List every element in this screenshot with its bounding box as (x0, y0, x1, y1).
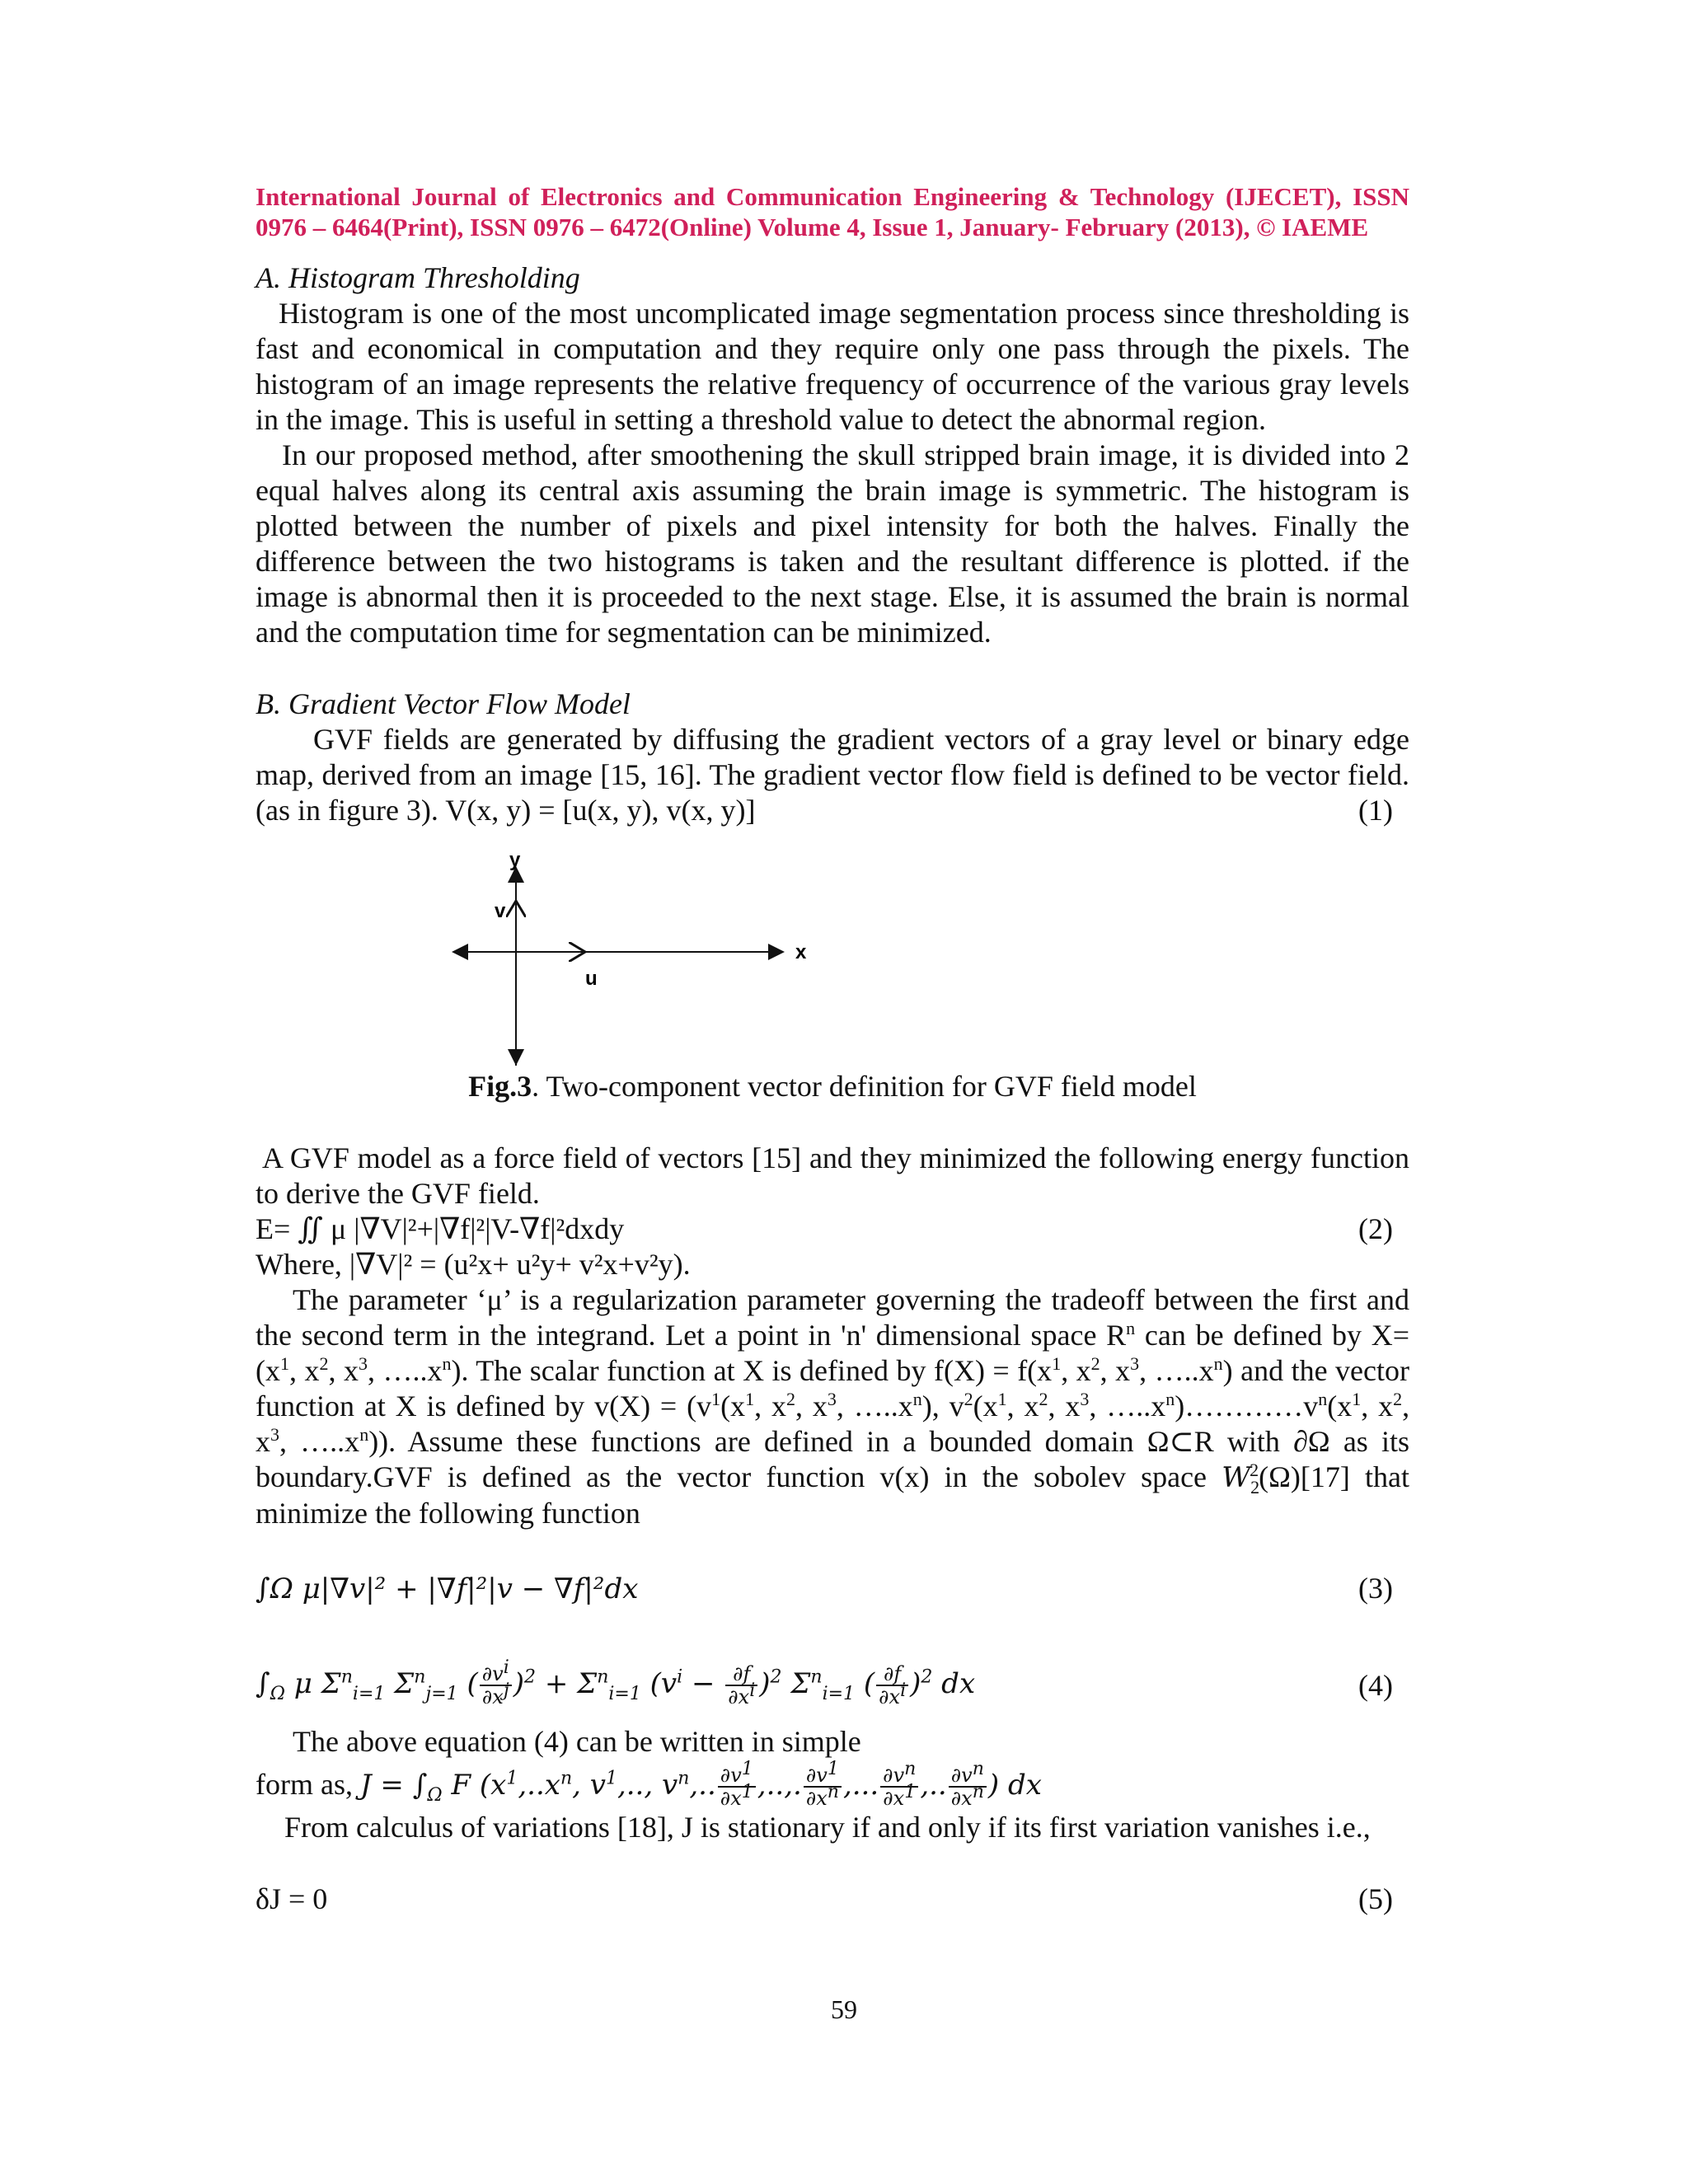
equation-2-body: E= ∬ μ |∇V|²+|∇f|²|V-∇f|²dxdy (256, 1212, 625, 1245)
figure-3 (256, 843, 1409, 1066)
journal-header-line2: 0976 – 6464(Print), ISSN 0976 – 6472(Online) Volume 4, Issue 1, January- February (2013), © IAEME (256, 213, 1369, 241)
simple-form-line: The above equation (4) can be written in simple (293, 1725, 861, 1758)
where-line: Where, |∇V|² = (u²x+ u²y+ v²x+v²y). (256, 1248, 691, 1281)
equation-3 (256, 1571, 1409, 1607)
section-b-heading: B. Gradient Vector Flow Model (256, 687, 631, 720)
label-x: x (795, 941, 807, 963)
equation-2-number: (2) (1358, 1212, 1393, 1245)
equation-3-body: ∫Ω μ|∇v|² + |∇f|²|v − ∇f|²dx (256, 1572, 639, 1605)
equation-5-body: δJ = 0 (256, 1882, 328, 1915)
page-number: 59 (831, 1994, 857, 2024)
journal-header-line1: International Journal of Electronics and Communication Engineering & Technology (IJECET), ISSN (256, 182, 1409, 211)
equation-4-number: (4) (1358, 1669, 1393, 1702)
calculus-variations-paragraph: From calculus of variations [18], J is stationary if and only if its first variation vanishes i.e., (284, 1811, 1371, 1844)
label-y: y (509, 849, 521, 871)
regularization-paragraph: The parameter ‘μ’ is a regularization parameter governing the tradeoff between the first and the second term in the integrand. Let a point in 'n' dimensional space $R^n$ can be defined by $X=(x^1$, $x^2$, $x^3$, $\dots..x^n$). The scalar function at X is defined by $f(X) = f(x^1$, $x^2$, $x^3$, $\dots..x^n$) and the vector function at X is defined by $v(X) = (v^1(x^1$, $x^2$, $x^3$, $\dots..x^n$), $v^2(x^1$, $x^2$, $x^3$, $\dots..x^n)\dots\dots\dots\dots v^n(x^1$, $x^2$, $x^3$, $\dots..x^n$)). Assume these functions are defined in a bounded domain Ω⊂R with ∂Ω as its boundary.GVF is defined as the vector function v(x) in the sobolev space $W_2^2(\Omega)[17]$ that minimize the following function (256, 1283, 1410, 1530)
functional-j-line: form as, $J = \int_\Omega$ F ($x^1,..x^n$, $v^1$,.., $v^n$,.. $\frac{\partial v^1}{\partial x^1}$ ,..,. $\frac{\partial v^1}{\partial x^n}$ ,... $\frac{\partial v^n}{\partial x^1}$ ,.. $\frac{\partial v^n}{\partial x^n}$ ) dx (256, 1759, 1042, 1810)
section-a-paragraph-2: In our proposed method, after smoothening the skull stripped brain image, it is divided into 2 equal halves along its central axis assuming the brain image is symmetric. The histogram is plotted between the number of pixels and pixel intensity for both the halves. Finally the difference between the two histograms is taken and the resultant difference is plotted. if the image is abnormal then it is proceeded to the next stage. Else, it is assumed the brain is normal and the computation time for segmentation can be minimized. (256, 438, 1409, 649)
equation-4 (256, 1640, 1409, 1731)
equation-4-body: $\int_\Omega$ μ $\Sigma^n_{i=1}$ $\Sigma^n_{j=1}$ ( $\frac{\partial v^i}{\partial x^j}$ )$^2 + \Sigma^n_{i=1}$ ($v^i$ − $\frac{\partial f}{\partial x^i}$ )$^2$ $\Sigma^n_{i=1}$ ( $\frac{\partial f}{\partial x^i}$ )$^2$ dx (256, 1657, 976, 1708)
figure-caption-text: . Two-component vector definition for GVF field model (532, 1070, 1197, 1103)
equation-1-number: (1) (1358, 794, 1393, 827)
equation-3-number: (3) (1358, 1572, 1393, 1605)
section-a-heading: A. Histogram Thresholding (256, 261, 580, 294)
gvf-intro-paragraph: A GVF model as a force field of vectors [15] and they minimized the following energy function to derive the GVF field. (256, 1141, 1409, 1210)
figure-caption-label: Fig.3 (468, 1070, 532, 1103)
label-v: v (495, 900, 506, 922)
page-content (256, 181, 1409, 1917)
journal-header (256, 181, 1409, 242)
equation-2 (256, 1212, 1409, 1247)
vector-axes-diagram (256, 843, 1409, 1066)
equation-5-number: (5) (1358, 1882, 1393, 1915)
section-b-paragraph-1: GVF fields are generated by diffusing the gradient vectors of a gray level or binary edge map, derived from an image [15, 16]. The gradient vector flow field is defined to be vector field. (as in figure 3). V(x, y) = [u(x, y), v(x, y)] (1) (256, 723, 1409, 827)
figure-3-caption (256, 1069, 1409, 1104)
label-u: u (585, 968, 598, 990)
section-a-paragraph-1: Histogram is one of the most uncomplicated image segmentation process since thresholding is fast and economical in computation and they require only one pass through the pixels. The histogram of an image represents the relative frequency of occurrence of the various gray levels in the image. This is useful in setting a threshold value to detect the abnormal region. (256, 297, 1409, 436)
equation-5 (256, 1882, 1409, 1917)
